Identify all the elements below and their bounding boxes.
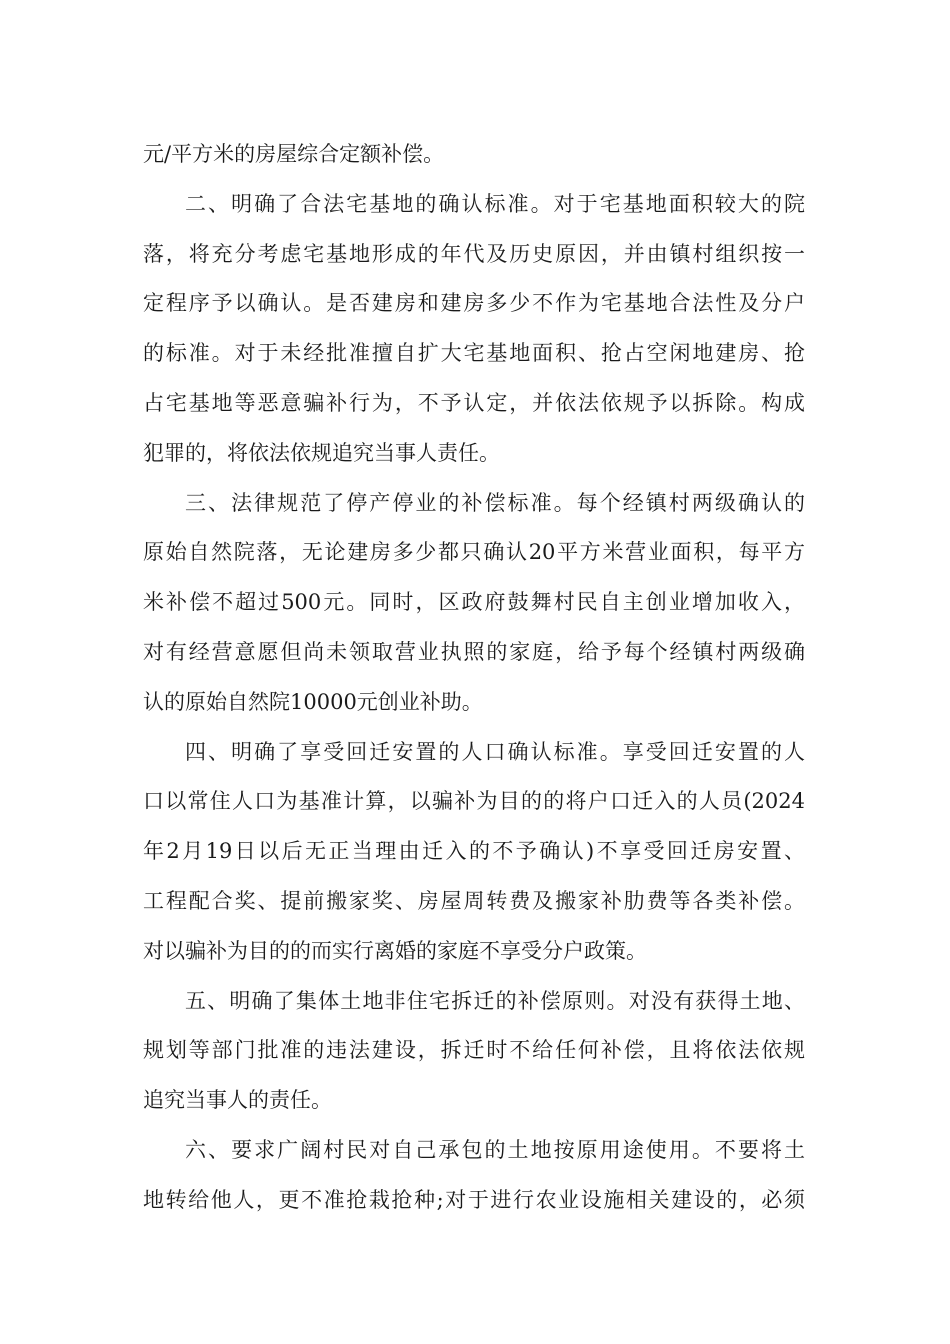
text-line: 追究当事人的责任。 [143, 1088, 332, 1113]
text-line: 口以常住人口为基准计算，以骗补为目的的将户口迁入的人员(2024 [143, 789, 805, 814]
text-line: 落，将充分考虑宅基地形成的年代及历史原因，并由镇村组织按一 [143, 241, 805, 266]
text-line: 二、明确了合法宅基地的确认标准。对于宅基地面积较大的院 [185, 191, 805, 216]
text-line: 元/平方米的房屋综合定额补偿。 [143, 142, 445, 166]
text-line: 占宅基地等恶意骗补行为，不予认定，并依法依规予以拆除。构成 [143, 390, 805, 415]
text-line: 对有经营意愿但尚未领取营业执照的家庭，给予每个经镇村两级确 [143, 639, 805, 664]
text-line: 定程序予以确认。是否建房和建房多少不作为宅基地合法性及分户 [143, 291, 805, 316]
text-line: 六、要求广阔村民对自己承包的土地按原用途使用。不要将土 [185, 1137, 805, 1162]
text-line: 对以骗补为目的的而实行离婚的家庭不享受分户政策。 [143, 938, 647, 963]
text-line: 认的原始自然院10000元创业补助。 [143, 689, 483, 714]
text-line: 地转给他人，更不准抢栽抢种;对于进行农业设施相关建设的，必须 [143, 1187, 805, 1212]
body-text [143, 130, 805, 1226]
text-line: 的标准。对于未经批准擅自扩大宅基地面积、抢占空闲地建房、抢 [143, 341, 805, 366]
text-line: 原始自然院落，无论建房多少都只确认20平方米营业面积，每平方 [143, 540, 805, 565]
text-line: 四、明确了享受回迁安置的人口确认标准。享受回迁安置的人 [185, 739, 805, 764]
text-line: 工程配合奖、提前搬家奖、房屋周转费及搬家补肋费等各类补偿。 [143, 888, 805, 913]
text-line: 犯罪的，将依法依规追究当事人责任。 [143, 440, 500, 465]
text-line: 三、法律规范了停产停业的补偿标准。每个经镇村两级确认的 [185, 490, 805, 515]
text-line: 年2月19日以后无正当理由迁入的不予确认)不享受回迁房安置、 [143, 839, 805, 864]
text-line: 五、明确了集体土地非住宅拆迁的补偿原则。对没有获得土地、 [185, 988, 805, 1013]
text-line: 规划等部门批准的违法建设，拆迁时不给任何补偿，且将依法依规 [143, 1038, 805, 1063]
text-line: 米补偿不超过500元。同时，区政府鼓舞村民自主创业增加收入， [143, 590, 805, 615]
